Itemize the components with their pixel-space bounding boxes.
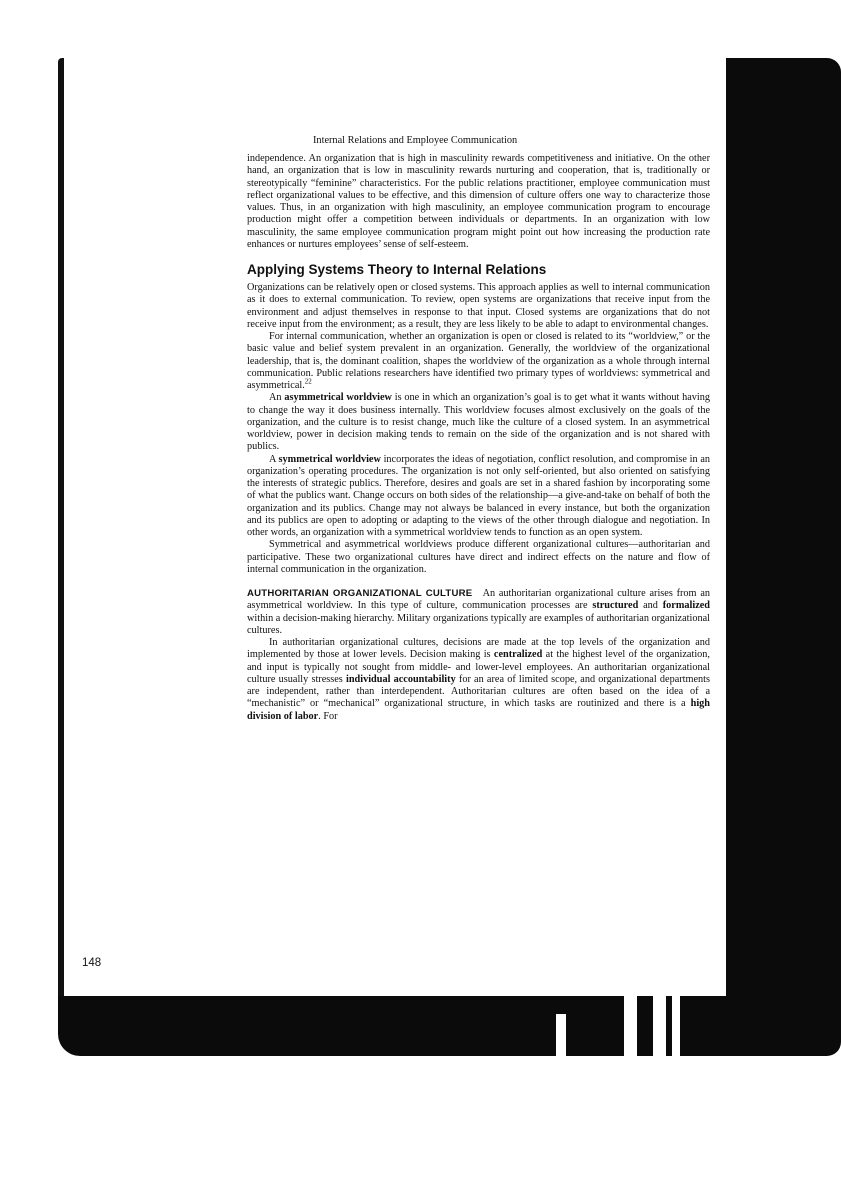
page-number: 148: [82, 957, 102, 969]
runin-heading-authoritarian: AUTHORITARIAN ORGANIZATIONAL CULTURE: [247, 588, 473, 599]
running-head: Internal Relations and Employee Communication: [313, 135, 518, 146]
text-run: Organizations can be relatively open or closed systems. This approach applies as well to internal communication as it does to external communication. To review, open systems are organizations that receive input from the environment and adjust themselves in response to that input. Closed systems are organizations that do not receive input from the environment; as a result, they are less likely to be able to adapt to environmental changes.: [247, 282, 710, 330]
text-run: is one in which an organization’s goal is to get what it wants without having to change the way it does business internally. This worldview focuses almost exclusively on the goals of the organization, and the culture is to resist change, much like the culture of a closed system. In an asymmetrical worldview, power in decision making tends to remain on the side of the organization and is not shared with publics.: [247, 392, 710, 453]
text-run: A: [269, 453, 279, 465]
text-run: Symmetrical and asymmetrical worldviews produce different organizational cultures—authoritarian and participative. These two organizational cultures have direct and indirect effects on the nature and flow of internal communication in the organization.: [247, 539, 710, 575]
bold-term: asymmetrical worldview: [284, 392, 392, 404]
bold-term: individual accountability: [345, 673, 456, 685]
text-run: at the highest level of the organization, and input is typically not sought from middle- and lower-level employees. An authoritarian organizational culture usually stresses: [247, 649, 710, 685]
text-run: An authoritarian organizational culture arises from an asymmetrical worldview. In this type of culture, communication processes are: [247, 588, 710, 612]
text-run: for an area of limited scope, and organizational departments are independent, rather than interdependent. Authoritarian cultures are often based on the idea of a “mechanistic” or “mechanical” organizational structure, in which tasks are routinized and there is a: [247, 673, 710, 710]
bold-term: symmetrical worldview: [278, 453, 381, 465]
text-run: incorporates the ideas of negotiation, conflict resolution, and compromise in an organization’s operating procedures. The organization is not only self-oriented, but also oriented on satisfying the interests of strategic publics. Therefore, desires and goals are set in a shared fashion by incorporating some of what the publics want. Change occurs on both sides of the relationship—a give-and-take on behalf of both the organization and its publics. Change may not always be balanced in every instance, but both the organization and its publics are open to adopting or adapting to the views of the other through dialogue and negotiation. In other words, an organization with a symmetrical worldview tends to function as an open system.: [247, 453, 711, 538]
page-body: [247, 153, 710, 723]
section-heading-systems-theory: Applying Systems Theory to Internal Relations: [247, 262, 547, 277]
paragraph-asymmetrical-worldview: [247, 392, 710, 453]
footnote-ref: 22: [304, 377, 312, 386]
bold-term: centralized: [493, 649, 543, 661]
text-run: independence. An organization that is high in masculinity rewards competitiveness and initiative. On the other hand, an organization that is low in masculinity rewards nurturing and cooperation, that is, traditionally or stereotypically “feminine” characteristics. For the public relations practitioner, employee communication must reflect organizational values to be effective, and this dimension of culture offers one way to characterize those values. Thus, in an organization with high masculinity, an employee communication program to encourage production might offer a competition between individuals or departments. In an organization with low masculinity, the same employee communication program might point out how increasing the production rate enhances or nurtures employees’ sense of self-esteem.: [247, 153, 710, 250]
text-run: An: [269, 392, 285, 404]
scan-right-border: [725, 58, 841, 1020]
scan-bottom-border: [58, 996, 841, 1056]
bold-term: structured: [592, 600, 639, 612]
paragraph-masculinity: [247, 153, 710, 251]
paragraph-symmetrical-worldview: [247, 454, 710, 540]
bold-term: high division of labor: [247, 698, 710, 722]
text-run: For internal communication, whether an organization is open or closed is related to its “worldview,” or the basic value and belief system prevalent in an organization. Generally, the worldview of the organizational leadership, that is, the dominant coalition, shapes the worldview of the organization as a whole through internal communication. Public relations researchers have identified two primary types of worldviews: symmetrical and asymmetrical.: [247, 331, 710, 391]
paragraph-authoritarian-culture: [247, 588, 710, 637]
text-run: and: [638, 600, 663, 612]
paragraph-authoritarian-decisions: [247, 637, 710, 723]
text-run: In authoritarian organizational cultures, decisions are made at the top levels of the organization and implemented by those at lower levels. Decision making is: [247, 637, 710, 661]
paragraph-organizational-cultures: [247, 539, 710, 576]
bold-term: formalized: [662, 600, 710, 612]
paragraph-open-closed-systems: [247, 282, 710, 331]
paragraph-worldview: [247, 331, 710, 392]
text-run: within a decision-making hierarchy. Military organizations typically are examples of authoritarian organizational cultures.: [247, 612, 710, 636]
text-run: . For: [318, 710, 338, 722]
